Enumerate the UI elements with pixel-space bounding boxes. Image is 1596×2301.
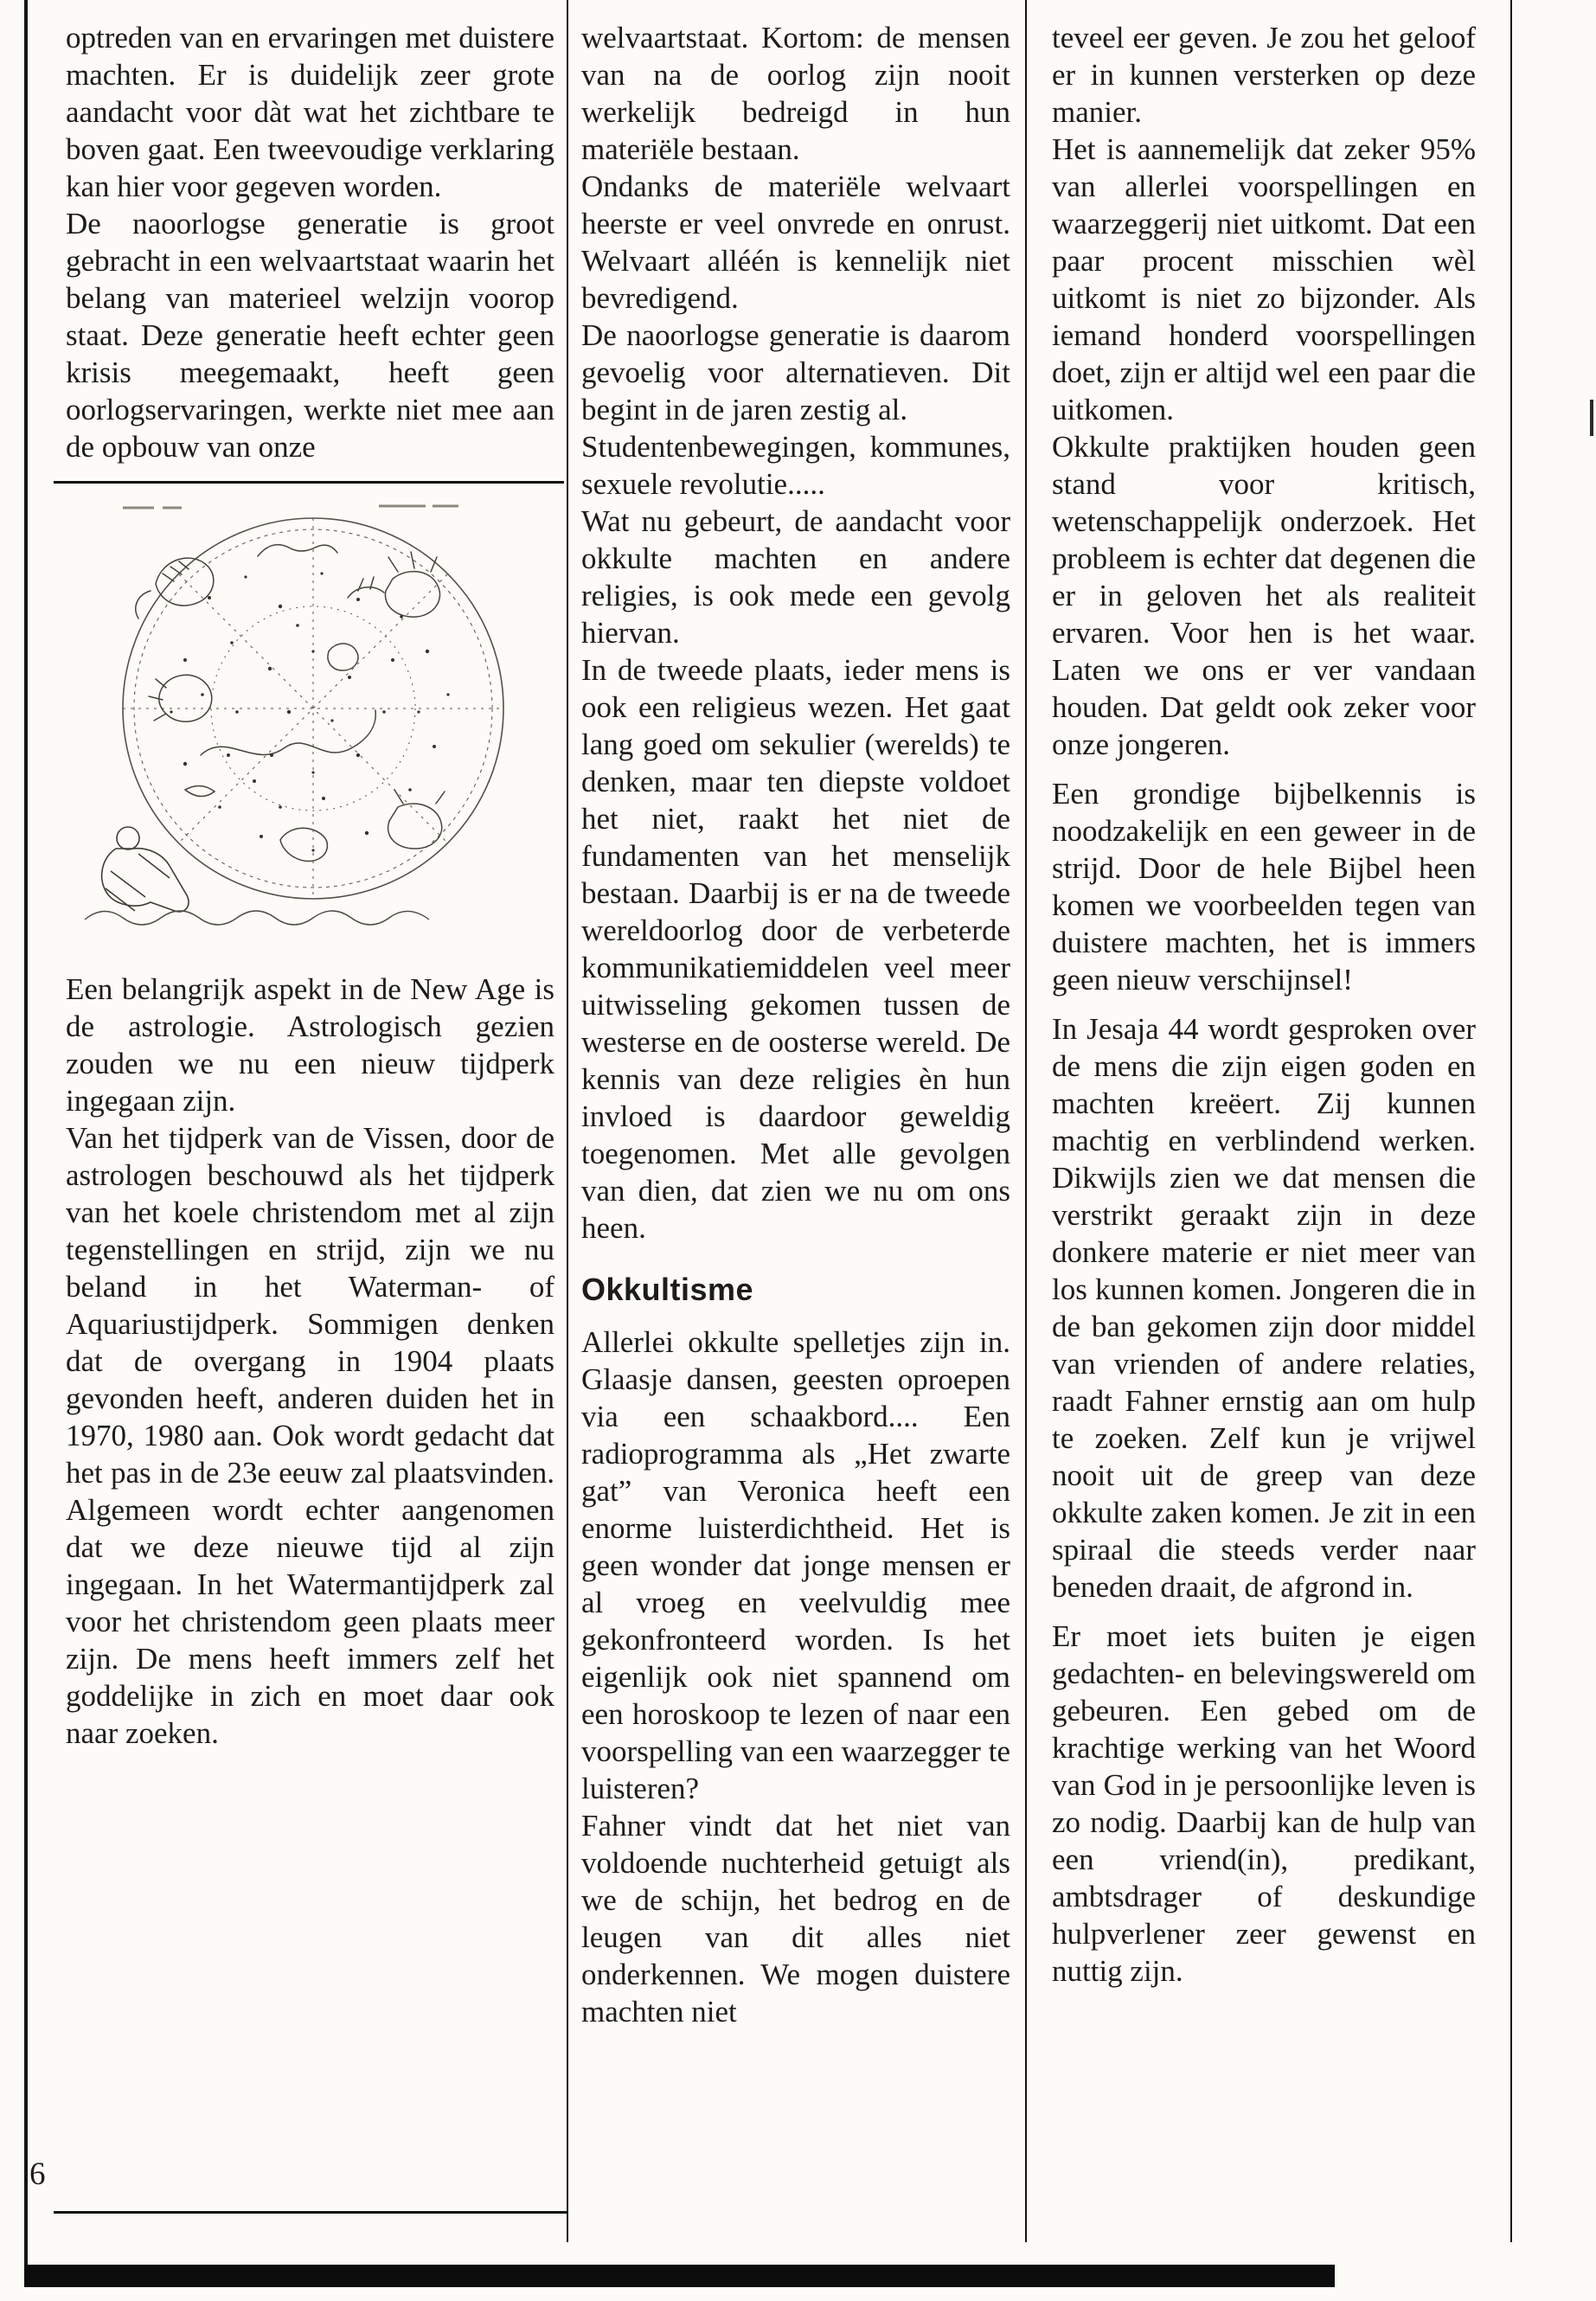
paragraph: welvaartstaat. Kortom: de mensen van na de oorlog zijn nooit werkelijk bedreigd in hun materiële bestaan.	[581, 21, 1010, 166]
paragraph: Van het tijdperk van de Vissen, door de astrologen beschouwd als het tijdperk van het koele christendom met al zijn tegenstellingen en strijd, zijn we nu beland in het Waterman- of Aquariustijdperk. Sommigen denken dat de overgang in 1904 plaats gevonden heeft, anderen duiden het in 1970, 1980 aan. Ook wordt gedacht dat het pas in de 23e eeuw zal plaatsvinden. Algemeen wordt echter aangenomen dat we deze nieuwe tijd al zijn ingegaan. In het Watermantijdperk zal voor het christendom geen plaats meer zijn. De mens heeft immers zelf het goddelijke in zich en moet daar ook naar zoeken.	[66, 1121, 554, 1750]
column-divider-2	[1025, 0, 1027, 2242]
paragraph: Er moet iets buiten je eigen gedachten- en belevingswereld om gebeuren. Een gebed om de krachtige werking van het Woord van God in je persoonlijke leven is zo nodig. Daarbij kan de hulp van een vriend(in), predikant, ambtsdrager of deskundige hulpverlener zeer gewenst en nuttig zijn.	[1052, 1619, 1476, 1988]
scan-artifact	[1590, 400, 1593, 436]
paragraph: Okkulte praktijken houden geen stand voor kritisch, wetenschappelijk onderzoek. Het probleem is echter dat degenen die er in geloven het als realiteit ervaren. Voor hen is het waar. Laten we ons er ver vandaan houden. Dat geldt ook zeker voor onze jongeren.	[1052, 430, 1476, 761]
celestial-map-figure	[54, 481, 564, 948]
column-divider-1	[567, 0, 568, 2242]
left-column-bottom-rule	[54, 2211, 568, 2214]
left-edge-rule	[24, 0, 28, 2266]
page-number: 6	[29, 2157, 46, 2192]
paragraph: Een grondige bijbelkennis is noodzakelijk en een geweer in de strijd. Door de hele Bijbel heen komen we voorbeelden tegen van duistere machten, het is immers geen nieuw verschijnsel!	[1052, 777, 1476, 997]
middle-column	[581, 19, 1010, 2030]
celestial-map-engraving	[54, 494, 564, 948]
paragraph: Wat nu gebeurt, de aandacht voor okkulte machten en andere religies, is ook mede een gevolg hiervan.	[581, 504, 1010, 650]
section-heading-okkultisme: Okkultisme	[581, 1272, 754, 1307]
paragraph: In de tweede plaats, ieder mens is ook een religieus wezen. Het gaat lang goed om sekulier (werelds) te denken, maar ten diepste voldoet het niet, raakt het niet de fundamenten van het menselijk bestaan. Daarbij is er na de tweede wereldoorlog door de verbeterde kommunikatiemiddelen veel meer uitwisseling gekomen tussen de westerse en de oosterse wereld. De kennis van deze religies èn hun invloed is daardoor geweldig toegenomen. Met alle gevolgen van dien, dat zien we nu om ons heen.	[581, 653, 1010, 1245]
column-divider-3	[1510, 0, 1512, 2242]
paragraph: Ondanks de materiële welvaart heerste er veel onvrede en onrust. Welvaart alléén is kennelijk niet bevredigend.	[581, 170, 1010, 315]
paragraph: Allerlei okkulte spelletjes zijn in. Glaasje dansen, geesten oproepen via een schaakbord.... Een radioprogramma als „Het zwarte gat” van Veronica heeft een enorme luisterdichtheid. Het is geen wonder dat jonge mensen er al vroeg en veelvuldig mee gekonfronteerd worden. Is het eigenlijk ook niet spannend om een horoskoop te lezen of naar een voorspelling van een waarzegger te luisteren?	[581, 1325, 1010, 1805]
paragraph: In Jesaja 44 wordt gesproken over de mens die zijn eigen goden en machten kreëert. Zij kunnen machtig en verblindend werken. Dikwijls zien we dat mensen die verstrikt geraakt zijn in deze donkere materie er niet meer van los kunnen komen. Jongeren die in de ban gekomen zijn door middel van vrienden of andere relaties, raadt Fahner ernstig aan om hulp te zoeken. Zelf kun je vrijwel nooit uit de greep van deze okkulte zaken komen. Je zit in een spiraal die steeds verder naar beneden draait, de afgrond in.	[1052, 1012, 1476, 1604]
bottom-bar	[24, 2265, 1335, 2287]
paragraph: De naoorlogse generatie is groot gebracht in een welvaartstaat waarin het belang van materieel welzijn voorop staat. Deze generatie heeft echter geen krisis meegemaakt, heeft geen oorlogservaringen, werkte niet mee aan de opbouw van onze	[66, 207, 554, 464]
paragraph: Studentenbewegingen, kommunes, sexuele revolutie.....	[581, 430, 1010, 501]
right-column	[1052, 19, 1476, 1990]
paragraph: Het is aannemelijk dat zeker 95% van allerlei voorspellingen en waarzeggerij niet uitkomt. Dat een paar procent misschien wèl uitkomt is niet zo bijzonder. Als iemand honderd voorspellingen doet, zijn er altijd wel een paar die uitkomen.	[1052, 132, 1476, 426]
paragraph: Een belangrijk aspekt in de New Age is de astrologie. Astrologisch gezien zouden we nu een nieuw tijdperk ingegaan zijn.	[66, 972, 554, 1118]
left-column	[66, 19, 554, 1752]
paragraph: Fahner vindt dat het niet van voldoende nuchterheid getuigt als we de schijn, het bedrog en de leugen van dit alles niet onderkennen. We mogen duistere machten niet	[581, 1809, 1010, 2029]
paragraph: teveel eer geven. Je zou het geloof er in kunnen versterken op deze manier.	[1052, 21, 1476, 129]
paragraph: De naoorlogse generatie is daarom gevoelig voor alternatieven. Dit begint in de jaren zestig al.	[581, 318, 1010, 426]
paragraph: optreden van en ervaringen met duistere machten. Er is duidelijk zeer grote aandacht voor dàt wat het zichtbare te boven gaat. Een tweevoudige verklaring kan hier voor gegeven worden.	[66, 21, 554, 203]
